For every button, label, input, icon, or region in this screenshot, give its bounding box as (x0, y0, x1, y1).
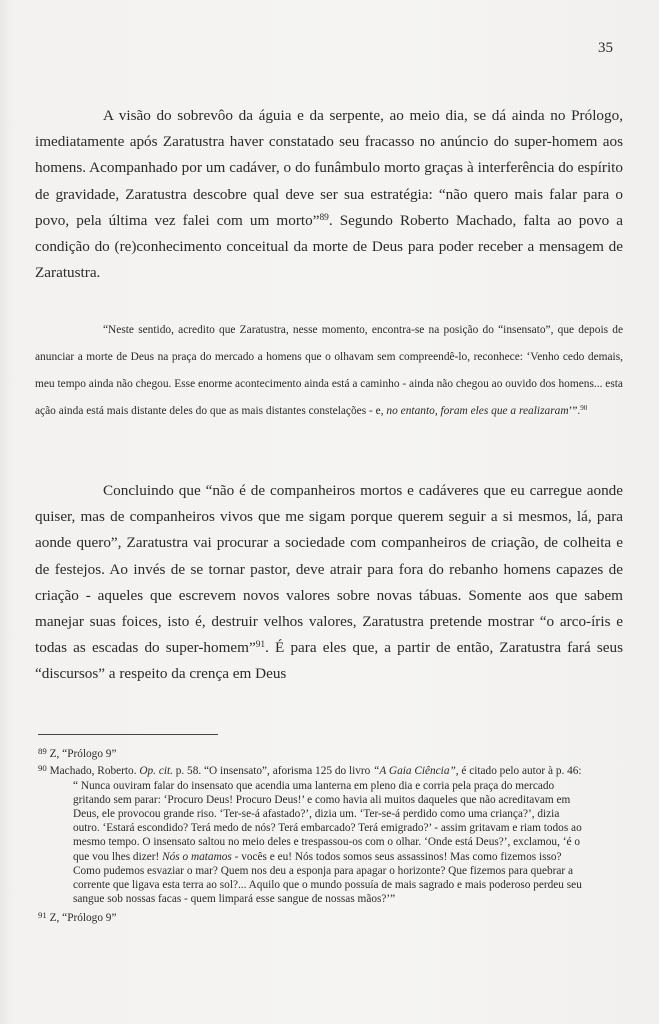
page-number: 35 (598, 40, 613, 56)
footnote-italic: Op. cit. (139, 765, 173, 778)
body-paragraph-1 (35, 103, 623, 286)
footnotes (38, 744, 583, 926)
footnote-91 (38, 908, 583, 925)
footnote-text: - vocês e eu! Nós todos somos seus assassinos! Mas como fizemos isso? Como pudemos esvaziar o mar? Quem nos deu a esponja para apagar o horizonte? Que fizemos para quebrar a corrente que ligava esta terra ao sol?... Aquilo que o mundo possuía de mais sagrado e mais poderoso perdeu seu sangue sob nossas facas - quem limpará esse sangue de nossas mãos?’” (73, 850, 582, 906)
paragraph-1-text-end: . Segundo Roberto Machado, falta ao povo a condição do (re)conhecimento conceitual da morte de Deus para poder receber a mensagem de Zaratustra. (35, 211, 623, 282)
footnote-divider (38, 734, 218, 735)
footnote-number: 89 (38, 746, 47, 756)
footnote-text: Machado, Roberto. (49, 765, 140, 778)
footnote-text: Z, “Prólogo 9” (49, 748, 117, 761)
body-paragraph-2 (35, 478, 623, 688)
footnote-text: , é citado pelo autor à p. 46: “ Nunca ouviram falar do insensato que acendia uma lanterna em pleno dia e corria pela praça do mercado gritando sem parar: ‘Procuro Deus! Procuro Deus!’ e como havia ali muitos daqueles que não acreditavam em Deus, ele provocou grande riso. ‘Ter-se-á afastado?’, dizia um. ‘Ter-se-á perdido como uma criança?’, dizia outro. ‘Estará escondido? Terá medo de nós? Terá embarcado? Terá emigrado?’ - assim gritavam e riam todos ao mesmo tempo. O insensato saltou no meio deles e trespassou-os com o olhar. ‘Onde está Deus?’, exclamou, ‘é o que vou lhes dizer! (73, 765, 582, 863)
footnote-ref-91[interactable]: 91 (255, 640, 266, 651)
footnote-text: Z, “Prólogo 9” (49, 912, 117, 925)
quote-text: “Neste sentido, acredito que Zaratustra, nesse momento, encontra-se na posição do “insensato”, que depois de anunciar a morte de Deus na praça do mercado a homens que o olhavam sem compreendê-lo, reconhece: ‘Venho cedo demais, meu tempo ainda não chegou. Esse enorme acontecimento ainda está a caminho - ainda não chegou ao ouvido dos homens... esta ação ainda está mais distante deles do que as mais distantes constelações - e, (35, 324, 623, 417)
footnote-number: 91 (38, 910, 47, 921)
footnote-ref-89[interactable]: 89 (319, 212, 329, 223)
footnote-text: p. 58. “O insensato”, aforisma 125 do livro (172, 765, 374, 778)
footnote-number: 90 (38, 763, 47, 774)
quote-italic-text: no entanto, foram eles que a realizaram (386, 405, 569, 417)
block-quote-text (35, 317, 623, 425)
footnote-italic: “A Gaia Ciência” (373, 765, 456, 778)
paragraph-2-text-end: . É para eles que, a partir de então, Zaratustra fará seus “discursos” a respeito da crença em Deus (35, 639, 623, 683)
footnote-90 (38, 761, 583, 906)
paragraph-1-text: A visão do sobrevôo da águia e da serpente, ao meio dia, se dá ainda no Prólogo, imediatamente após Zaratustra haver constatado seu fracasso no anúncio do super-homem aos homens. Acompanhado por um cadáver, o do funâmbulo morto graças à interferência do espírito de gravidade, Zaratustra descobre qual deve ser sua estratégia: “não quero mais falar para o povo, pela última vez falei com um morto” (35, 107, 623, 229)
footnote-89 (38, 744, 583, 761)
footnote-italic: Nós o matamos (162, 850, 232, 863)
block-quote (35, 317, 623, 425)
footnote-ref-90[interactable]: 90 (580, 404, 588, 413)
paragraph-2-text: Concluindo que “não é de companheiros mortos e cadáveres que eu carregue aonde quiser, mas de companheiros vivos que me sigam porque querem seguir a si mesmos, lá, para aonde quero”, Zaratustra vai procurar a sociedade com companheiros de criação, de colheita e de festejos. Ao invés de se tornar pastor, deve atrair para fora do rebanho homens capazes de criação - aqueles que escrevem novos valores sobre novas tábuas. Somente aos que sabem manejar suas foices, isto é, destruir velhos valores, Zaratustra pretende mostrar “o arco-íris e todas as escadas do super-homem” (35, 482, 623, 657)
quote-text-end: ’”. (568, 405, 581, 417)
